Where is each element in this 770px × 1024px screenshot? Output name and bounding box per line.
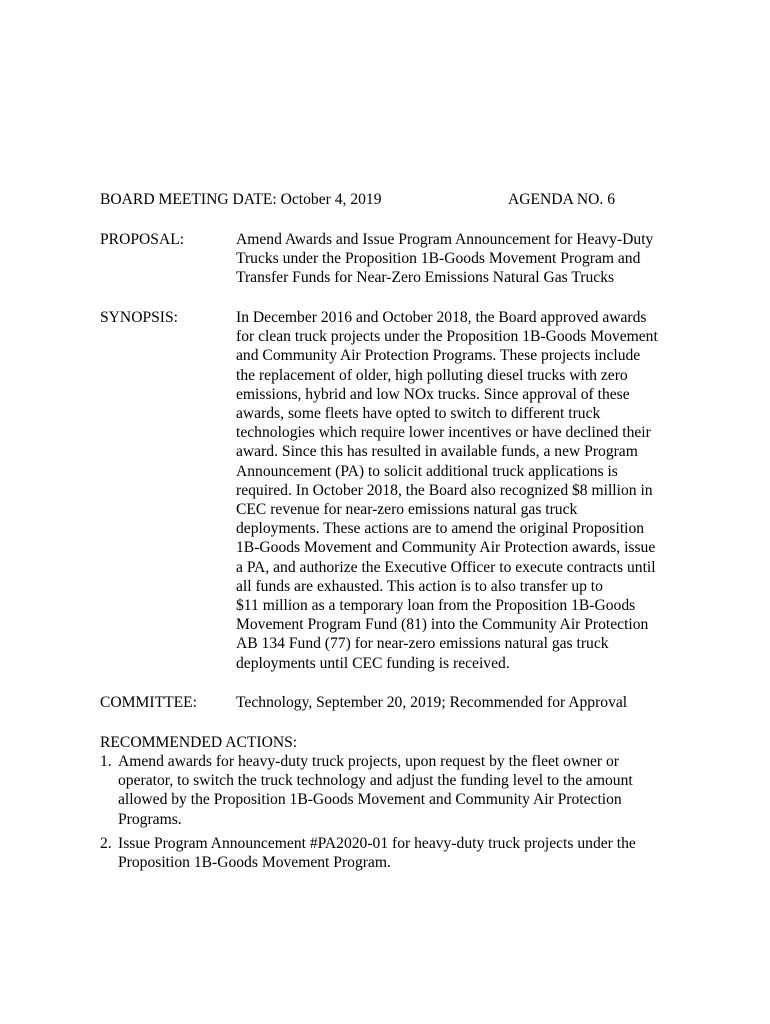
synopsis-label: SYNOPSIS: <box>100 309 178 326</box>
synopsis-line: deployments. These actions are to amend the original Proposition <box>236 520 645 538</box>
recommended-actions-title: RECOMMENDED ACTIONS: <box>100 734 298 751</box>
list-item <box>100 834 700 872</box>
synopsis-text <box>236 308 681 673</box>
list-item-line: Programs. <box>118 810 182 828</box>
synopsis-line: emissions, hybrid and low NOx trucks. Since approval of these <box>236 385 630 403</box>
list-item-line: Issue Program Announcement #PA2020-01 for heavy-duty truck projects under the <box>118 834 636 852</box>
synopsis-line: $11 million as a temporary loan from the Proposition 1B-Goods <box>236 597 636 615</box>
synopsis-line: for clean truck projects under the Proposition 1B-Goods Movement <box>236 328 658 346</box>
list-item-line: allowed by the Proposition 1B-Goods Movement and Community Air Protection <box>118 791 622 809</box>
synopsis-line: the replacement of older, high polluting diesel trucks with zero <box>236 366 628 384</box>
committee-label: COMMITTEE: <box>100 694 198 711</box>
committee-value: Technology, September 20, 2019; Recommended for Approval <box>236 694 628 711</box>
list-item-line: operator, to switch the truck technology and adjust the funding level to the amount <box>118 772 633 790</box>
list-item-number: 1. <box>100 753 112 770</box>
list-item-line: Proposition 1B-Goods Movement Program. <box>118 854 391 872</box>
synopsis-line: technologies which require lower incentives or have declined their <box>236 424 651 442</box>
synopsis-line: 1B-Goods Movement and Community Air Protection awards, issue <box>236 539 656 557</box>
synopsis-line: awards, some fleets have opted to switch to different truck <box>236 405 601 423</box>
meeting-date: BOARD MEETING DATE: October 4, 2019 <box>100 191 382 208</box>
synopsis-line: award. Since this has resulted in available funds, a new Program <box>236 443 638 461</box>
recommended-actions-list <box>100 752 700 877</box>
synopsis-line: Announcement (PA) to solicit additional truck applications is <box>236 462 618 480</box>
synopsis-line: AB 134 Fund (77) for near-zero emissions natural gas truck <box>236 635 609 653</box>
proposal-line: Trucks under the Proposition 1B-Goods Movement Program and <box>236 250 641 268</box>
synopsis-line: In December 2016 and October 2018, the Board approved awards <box>236 309 647 326</box>
synopsis-line: all funds are exhausted. This action is to also transfer up to <box>236 577 603 595</box>
agenda-number: AGENDA NO. 6 <box>508 191 615 208</box>
proposal-line: Amend Awards and Issue Program Announcement for Heavy-Duty <box>236 231 654 248</box>
meeting-header <box>100 190 660 209</box>
proposal-label: PROPOSAL: <box>100 231 185 248</box>
synopsis-line: deployments until CEC funding is received. <box>236 654 510 672</box>
proposal-line: Transfer Funds for Near-Zero Emissions Natural Gas Trucks <box>236 269 615 287</box>
synopsis-line: a PA, and authorize the Executive Officer to execute contracts until <box>236 558 656 576</box>
synopsis-line: CEC revenue for near-zero emissions natural gas truck <box>236 501 578 519</box>
proposal-text <box>236 230 681 288</box>
list-item <box>100 752 700 829</box>
list-item-number: 2. <box>100 834 112 852</box>
committee-text <box>236 693 681 712</box>
synopsis-line: and Community Air Protection Programs. These projects include <box>236 347 641 365</box>
synopsis-line: required. In October 2018, the Board also recognized $8 million in <box>236 481 653 499</box>
synopsis-line: Movement Program Fund (81) into the Community Air Protection <box>236 616 649 634</box>
list-item-line: Amend awards for heavy-duty truck projects, upon request by the fleet owner or <box>118 753 620 770</box>
